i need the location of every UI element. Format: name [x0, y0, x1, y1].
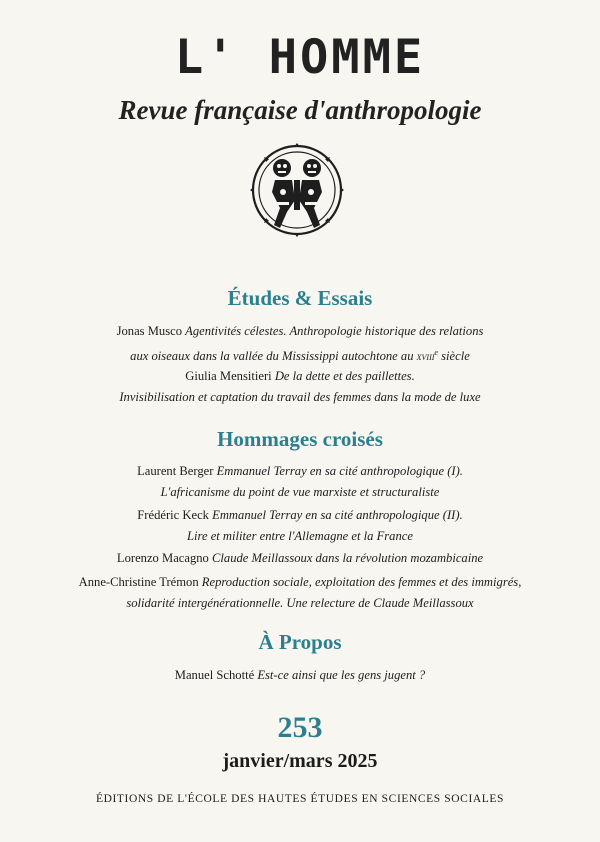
- article-title: Reproduction sociale, exploitation des femmes et des immigrés,: [201, 575, 522, 589]
- list-item: [0, 366, 600, 408]
- article-author: Frédéric Keck: [137, 508, 209, 522]
- list-item: [0, 321, 600, 368]
- article-author: Giulia Mensitieri: [185, 369, 272, 383]
- article-title: Emmanuel Terray en sa cité anthropologique (II).: [212, 508, 463, 522]
- article-author: Anne-Christine Trémon: [78, 575, 199, 589]
- issue-number: 253: [277, 711, 323, 744]
- article-title-continued: Lire et militer entre l'Allemagne et la France: [187, 529, 413, 543]
- section-title-etudes-essais: Études & Essais: [227, 286, 373, 310]
- anthropological-figure-emblem-icon: [247, 140, 347, 240]
- section-title-hommages-croises: Hommages croisés: [217, 427, 383, 451]
- issue-date: janvier/mars 2025: [222, 750, 378, 772]
- article-title-continued: Invisibilisation et captation du travail des femmes dans la mode de luxe: [119, 390, 481, 404]
- century-suffix: siècle: [437, 349, 470, 364]
- list-item: [0, 505, 600, 547]
- article-title: De la dette et des paillettes.: [274, 369, 415, 383]
- article-title: Agentivités célestes. Anthropologie historique des relations: [185, 324, 484, 338]
- journal-subtitle: Revue française d'anthropologie: [118, 95, 482, 125]
- article-title: Claude Meillassoux dans la révolution mozambicaine: [212, 551, 484, 565]
- article-author: Manuel Schotté: [174, 668, 255, 682]
- article-author: Laurent Berger: [137, 464, 214, 478]
- article-author: Lorenzo Macagno: [116, 551, 209, 565]
- journal-title: L' HOMME: [174, 30, 426, 85]
- list-item: [0, 461, 600, 503]
- article-title-continued: aux oiseaux dans la vallée du Mississippi autochtone au: [130, 349, 417, 364]
- century-numeral: xviii: [416, 351, 435, 364]
- publisher-name: ÉDITIONS DE L'ÉCOLE DES HAUTES ÉTUDES EN SCIENCES SOCIALES: [95, 793, 505, 805]
- list-item: [0, 572, 600, 614]
- section-title-a-propos: À Propos: [258, 630, 342, 654]
- article-author: Jonas Musco: [116, 324, 182, 338]
- article-title: Est-ce ainsi que les gens jugent ?: [257, 668, 426, 682]
- list-item: [0, 548, 600, 569]
- article-title: Emmanuel Terray en sa cité anthropologique (I).: [216, 464, 463, 478]
- list-item: [0, 665, 600, 686]
- article-title-continued: solidarité intergénérationnelle. Une relecture de Claude Meillassoux: [126, 596, 474, 610]
- century-superscript: e: [434, 348, 438, 357]
- article-title-continued: L'africanisme du point de vue marxiste et structuraliste: [160, 485, 440, 499]
